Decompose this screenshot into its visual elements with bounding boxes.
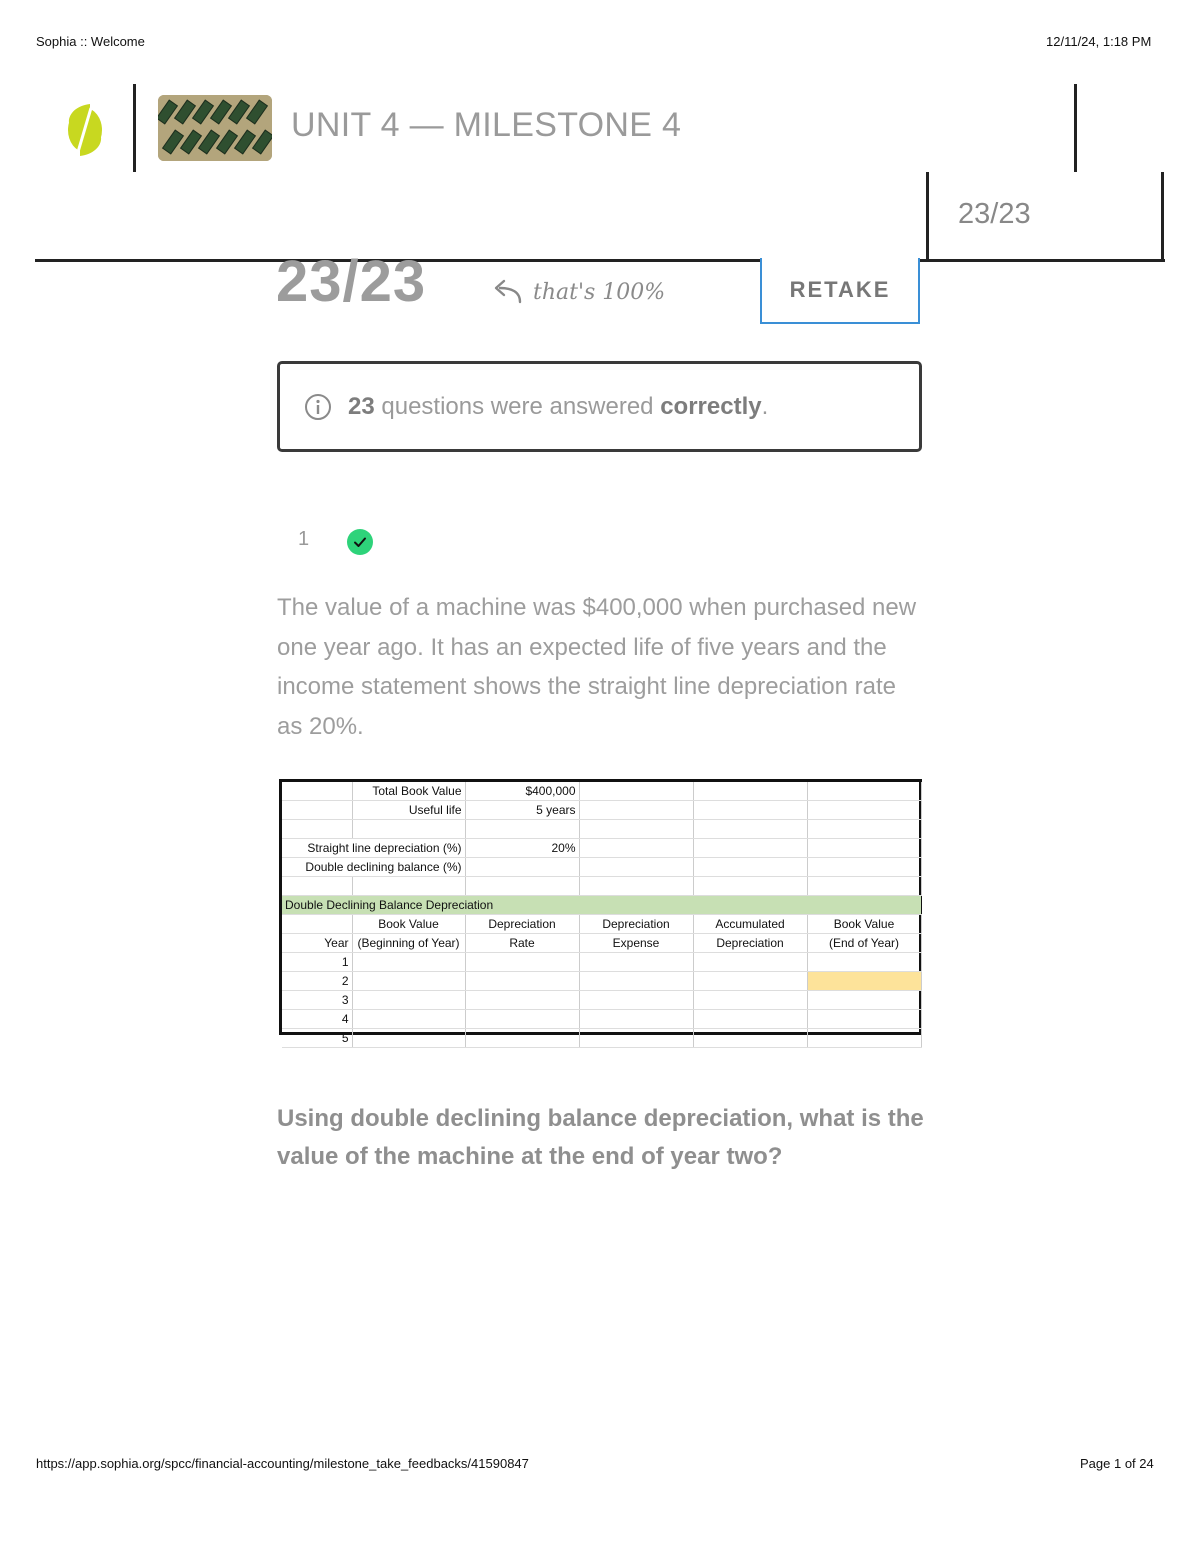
useful-life-value: 5 years — [465, 801, 579, 820]
result-notice — [277, 361, 922, 452]
retake-button[interactable]: RETAKE — [760, 258, 920, 324]
header-divider — [133, 84, 136, 172]
col-header-3a: Depreciation — [465, 915, 579, 934]
year-row — [282, 953, 921, 972]
year-row — [282, 1010, 921, 1029]
score-small: 23/23 — [958, 198, 1031, 230]
total-book-value: $400,000 — [465, 782, 579, 801]
score-panel-right-border — [1161, 172, 1164, 261]
col-header-5a: Accumulated — [693, 915, 807, 934]
year-cell: 2 — [282, 972, 352, 991]
year-cell: 4 — [282, 1010, 352, 1029]
notice-bold-word: correctly — [660, 392, 762, 420]
year-cell: 5 — [282, 1029, 352, 1048]
page-title: UNIT 4 — MILESTONE 4 — [291, 106, 682, 144]
question-number: 1 — [298, 528, 310, 550]
question-text: The value of a machine was $400,000 when purchased new one year ago. It has an expected life of five years and the income statement shows the straight line depreciation rate as 20%. — [277, 594, 917, 740]
year-row — [282, 972, 921, 991]
score-big: 23/23 — [276, 249, 427, 314]
year-row — [282, 1029, 921, 1048]
useful-life-label: Useful life — [352, 801, 465, 820]
col-header-1b: Year — [282, 934, 352, 953]
highlighted-answer-cell — [807, 972, 921, 991]
check-circle-icon — [346, 528, 374, 556]
print-footer-url: https://app.sophia.org/spcc/financial-accounting/milestone_take_feedbacks/41590847 — [36, 1456, 529, 1471]
depreciation-spreadsheet — [279, 779, 922, 1045]
col-header-3b: Rate — [465, 934, 579, 953]
curved-arrow-icon — [490, 276, 524, 310]
year-cell: 1 — [282, 953, 352, 972]
double-declining-label: Double declining balance (%) — [282, 858, 465, 877]
col-header-6b: (End of Year) — [807, 934, 921, 953]
straight-line-label: Straight line depreciation (%) — [282, 839, 465, 858]
notice-middle: questions were answered — [374, 392, 661, 420]
col-header-4a: Depreciation — [579, 915, 693, 934]
year-cell: 3 — [282, 991, 352, 1010]
total-book-value-label: Total Book Value — [352, 782, 465, 801]
straight-line-value: 20% — [465, 839, 579, 858]
col-header-1a — [282, 915, 352, 934]
question-prompt: Using double declining balance depreciation, what is the value of the machine at the end of year two? — [277, 1105, 924, 1170]
score-remark: that's 100% — [533, 280, 666, 305]
col-header-2b: (Beginning of Year) — [352, 934, 465, 953]
year-row — [282, 991, 921, 1010]
print-header-title: Sophia :: Welcome — [36, 34, 145, 49]
col-header-2a: Book Value — [352, 915, 465, 934]
info-icon — [304, 393, 332, 421]
notice-text — [348, 393, 768, 421]
col-header-6a: Book Value — [807, 915, 921, 934]
money-stacks-thumbnail — [158, 95, 272, 161]
notice-end: . — [761, 392, 769, 420]
col-header-4b: Expense — [579, 934, 693, 953]
header-right-divider — [1074, 84, 1077, 172]
col-header-5b: Depreciation — [693, 934, 807, 953]
print-footer-page: Page 1 of 24 — [1080, 1456, 1154, 1471]
sophia-logo-icon[interactable] — [60, 100, 110, 160]
notice-count: 23 — [348, 392, 375, 420]
print-header-datetime: 12/11/24, 1:18 PM — [1046, 34, 1152, 49]
score-panel-left-border — [926, 172, 929, 261]
section-title: Double Declining Balance Depreciation — [282, 896, 921, 915]
header-bottom-rule — [35, 259, 1165, 262]
